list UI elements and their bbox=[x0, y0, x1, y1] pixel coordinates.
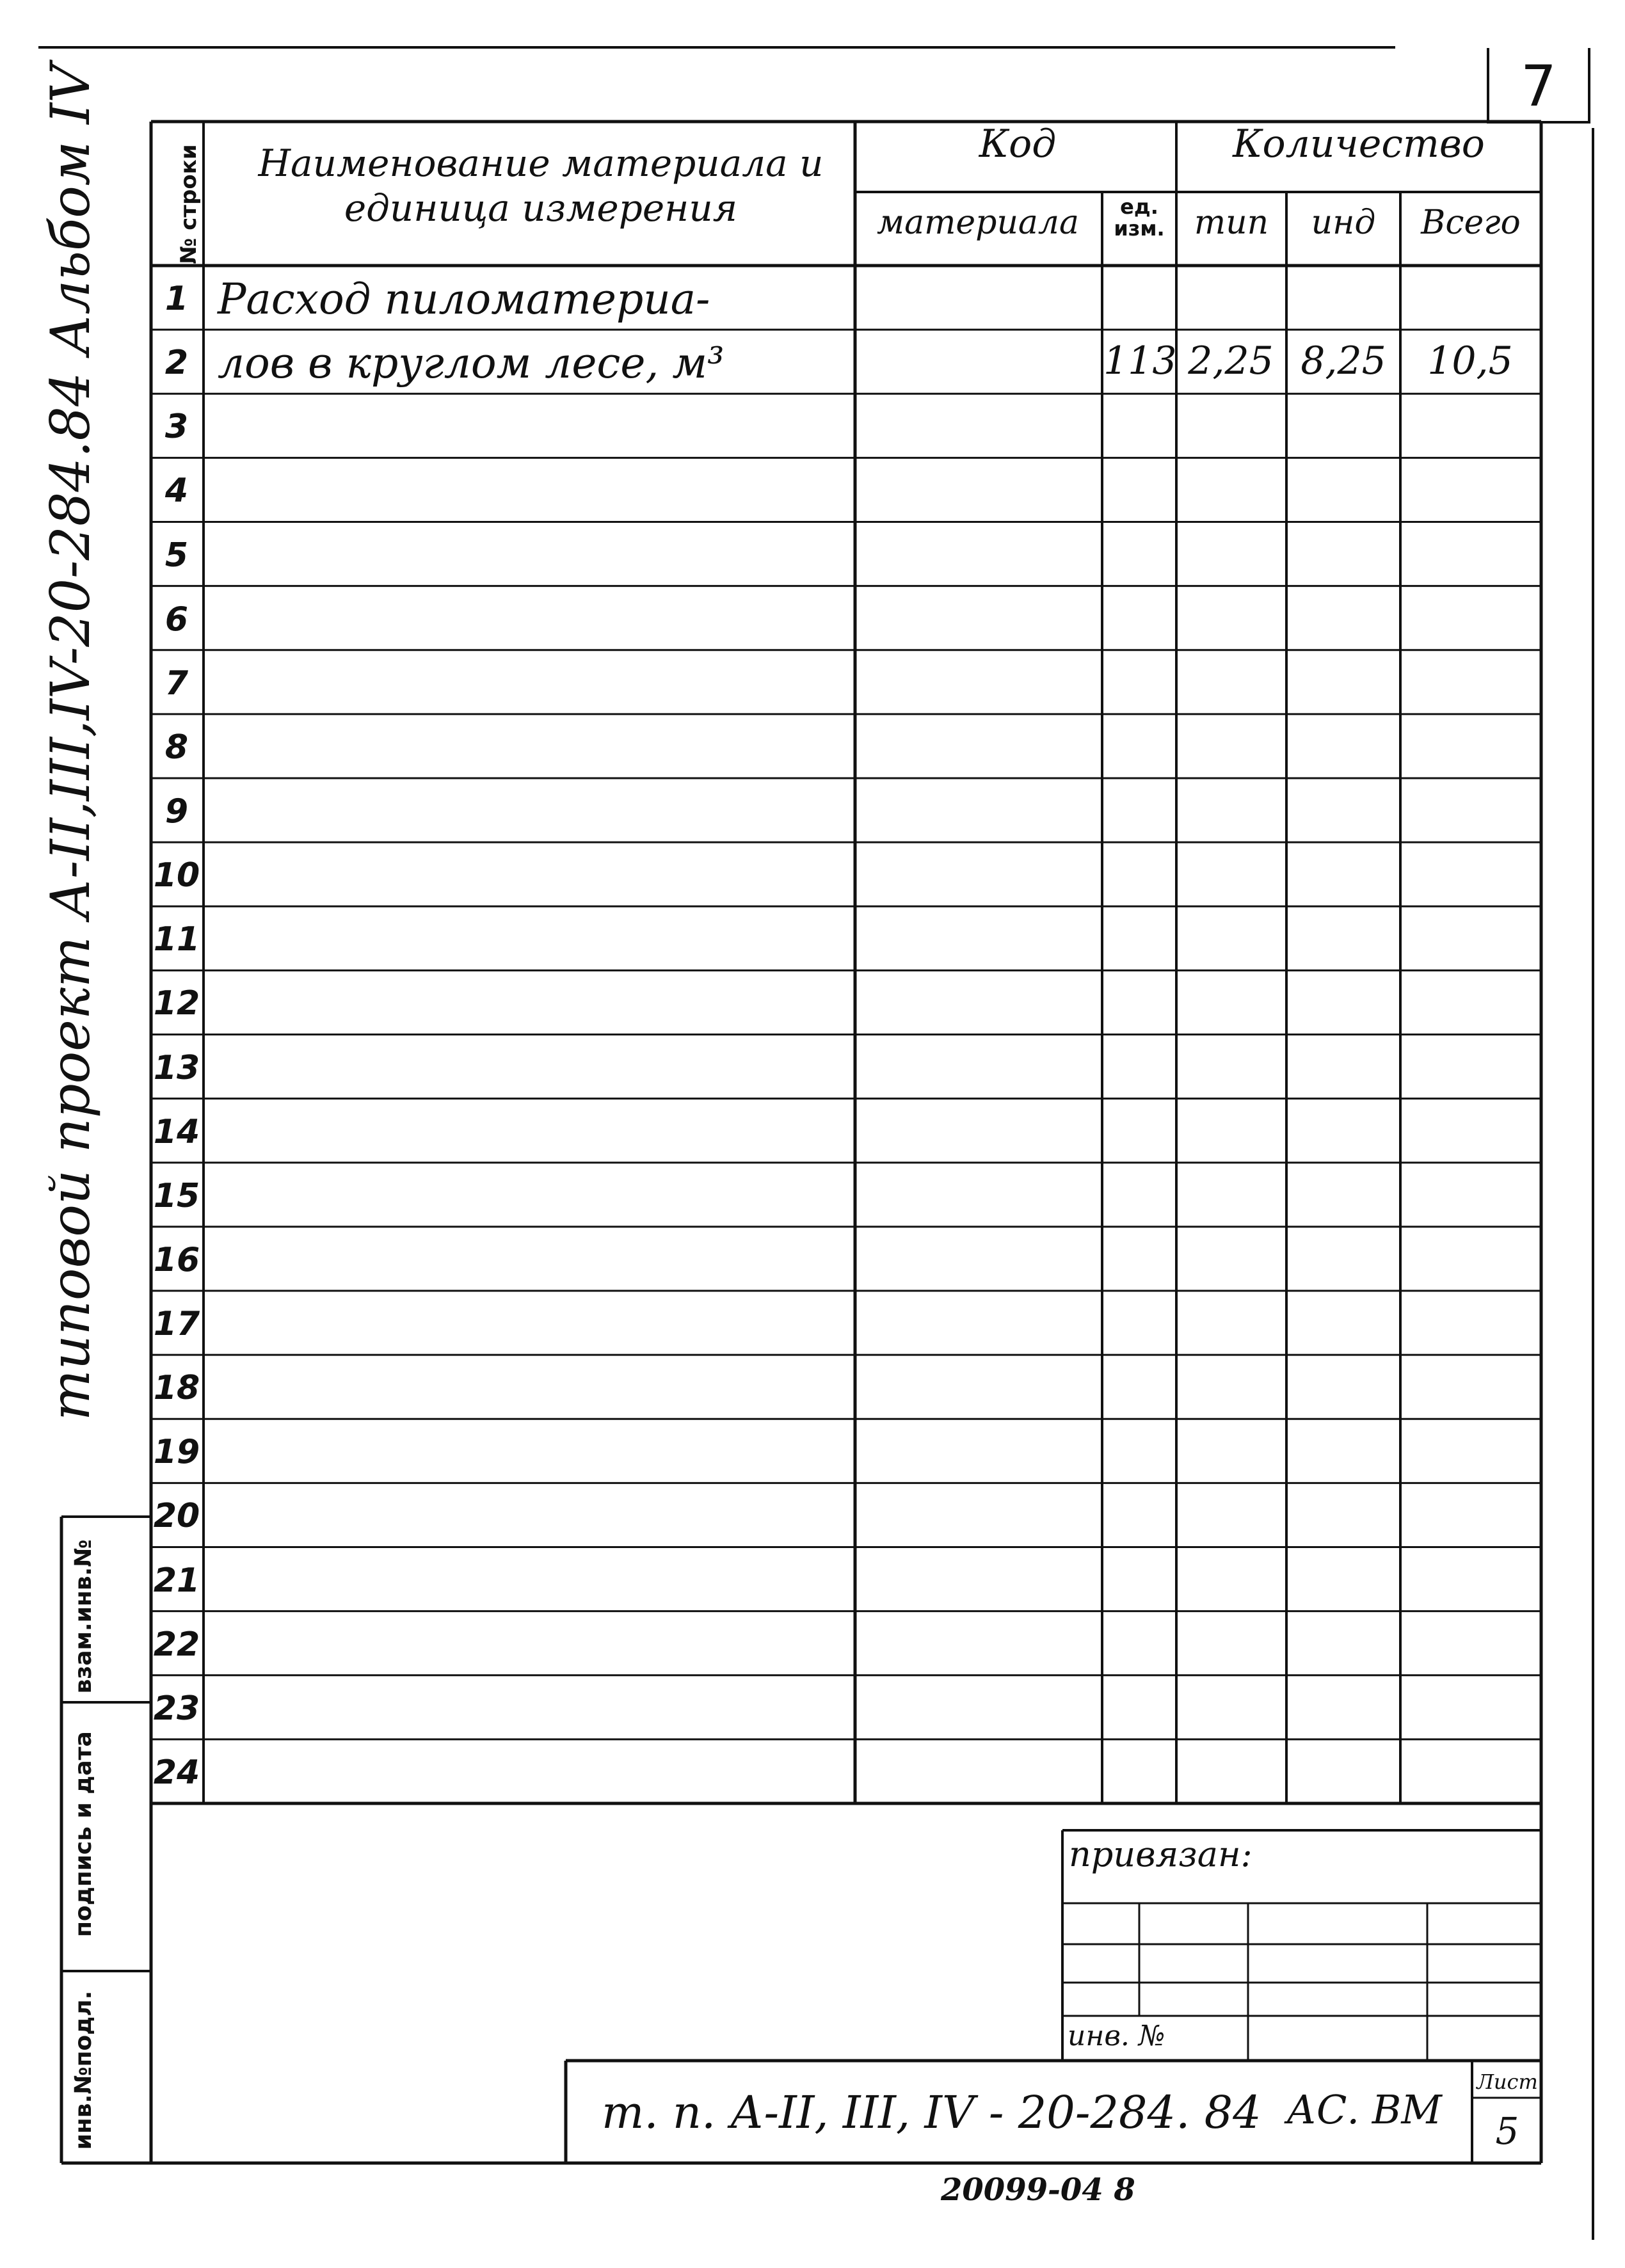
row-number: 18 bbox=[153, 1369, 200, 1408]
row-number: 12 bbox=[153, 984, 200, 1023]
row-number: 5 bbox=[164, 536, 189, 575]
row-name: Расход пиломатериа- bbox=[218, 275, 710, 324]
header-name: Наименование материала и единица измерения bbox=[258, 141, 824, 230]
row-name: лов в круглом лесе, м³ bbox=[218, 339, 724, 388]
footer-code: 20099-04 8 bbox=[941, 2172, 1135, 2208]
row-number: 15 bbox=[153, 1176, 200, 1215]
row-unit-code: 113 bbox=[1103, 339, 1177, 384]
header-quantity: Количество bbox=[1233, 122, 1485, 166]
row-number: 16 bbox=[153, 1240, 200, 1279]
row-number: 8 bbox=[164, 728, 189, 767]
row-number: 23 bbox=[153, 1689, 200, 1728]
header-code: Код bbox=[979, 122, 1057, 166]
row-number: 21 bbox=[153, 1561, 200, 1600]
row-number: 4 bbox=[164, 472, 189, 511]
row-number: 3 bbox=[164, 408, 189, 447]
header-ind: инд bbox=[1311, 204, 1376, 242]
sheet-label: Лист bbox=[1477, 2070, 1538, 2094]
side-title: типовой проект А-II,III,IV-20-284.84 Альбом IV bbox=[39, 64, 102, 1421]
designation: т. п. А-II, III, IV - 20-284. 84 bbox=[602, 2086, 1261, 2139]
section-code: АС. ВМ bbox=[1286, 2086, 1442, 2133]
header-material: материала bbox=[876, 204, 1080, 242]
header-row-number: № строки bbox=[176, 144, 202, 264]
row-number: 17 bbox=[153, 1305, 200, 1343]
stamp-inv-podl: инв.№подл. bbox=[70, 1990, 97, 2150]
inv-number-label: инв. № bbox=[1068, 2020, 1165, 2052]
row-number: 7 bbox=[164, 664, 189, 703]
stamp-vzam-inv: взам.инв.№ bbox=[70, 1539, 97, 1694]
row-number: 9 bbox=[164, 792, 189, 831]
header-typ: тип bbox=[1194, 204, 1269, 242]
row-number: 19 bbox=[153, 1433, 200, 1472]
row-ind: 8,25 bbox=[1301, 339, 1386, 384]
row-number: 22 bbox=[153, 1625, 200, 1664]
row-number: 6 bbox=[164, 600, 189, 639]
sheet-value: 5 bbox=[1495, 2109, 1519, 2153]
header-unit: ед. изм. bbox=[1114, 195, 1165, 241]
row-number: 13 bbox=[153, 1048, 200, 1087]
stamp-podpis-data: подпись и дата bbox=[70, 1731, 97, 1937]
row-number: 14 bbox=[153, 1112, 200, 1151]
row-number: 1 bbox=[164, 280, 189, 318]
row-total: 10,5 bbox=[1427, 339, 1513, 384]
row-number: 11 bbox=[153, 920, 200, 959]
row-number: 10 bbox=[153, 856, 200, 895]
privyazan-label: привязан: bbox=[1069, 1834, 1253, 1874]
header-total: Всего bbox=[1421, 204, 1521, 242]
row-number: 2 bbox=[164, 344, 189, 383]
row-number: 20 bbox=[153, 1497, 200, 1536]
page-number: 7 bbox=[1521, 53, 1557, 119]
row-typ: 2,25 bbox=[1188, 339, 1274, 384]
row-number: 24 bbox=[153, 1753, 200, 1792]
